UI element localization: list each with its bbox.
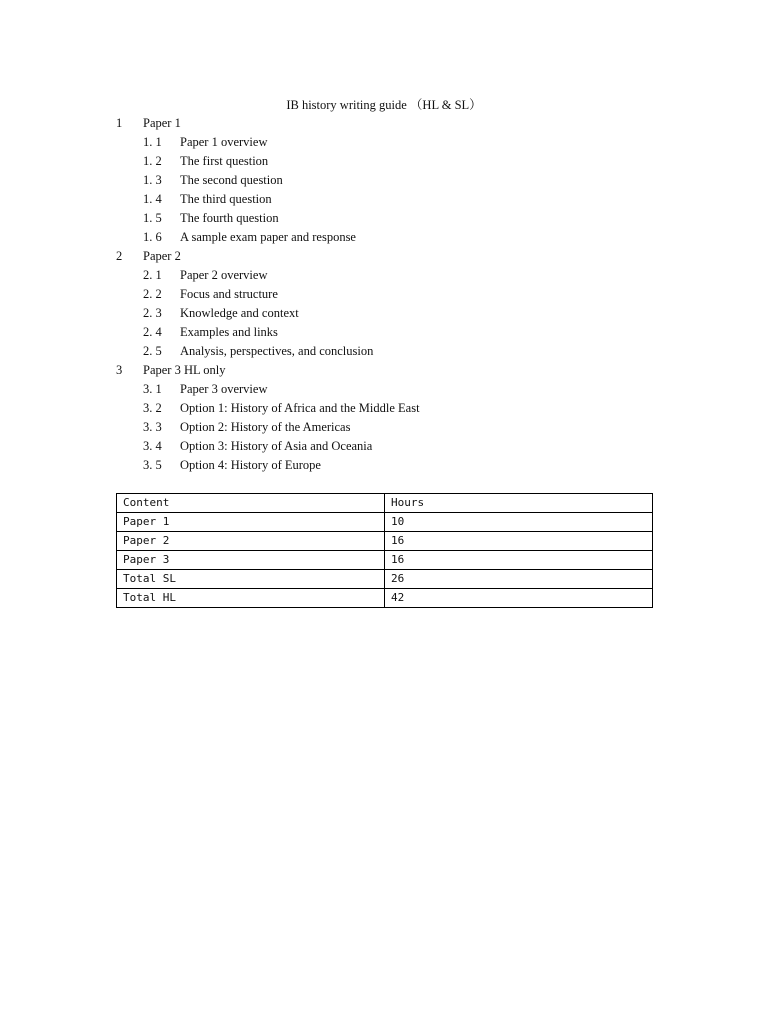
toc-item-number: 3. 4	[143, 439, 162, 453]
toc-item-label: Paper 1 overview	[180, 135, 268, 149]
toc-item-label: The second question	[180, 173, 283, 187]
toc-section-paper-3	[116, 361, 676, 380]
toc-item-number: 1. 4	[143, 192, 162, 206]
toc-item-number: 3. 3	[143, 420, 162, 434]
toc-item-number: 2. 2	[143, 287, 162, 301]
toc-item-number: 3. 5	[143, 458, 162, 472]
toc-item	[116, 133, 676, 152]
toc-item	[116, 152, 676, 171]
toc-section-number: 3	[116, 363, 123, 377]
toc-item-number: 2. 1	[143, 268, 162, 282]
table-header-hours: Hours	[385, 494, 653, 513]
table-cell-content: Paper 2	[117, 532, 385, 551]
toc-section-paper-1	[116, 114, 676, 133]
toc-section-label: Paper 2	[143, 249, 181, 263]
toc-item	[116, 228, 676, 247]
table-row	[117, 513, 653, 532]
toc-section-paper-2	[116, 247, 676, 266]
toc-item-label: The third question	[180, 192, 272, 206]
toc-item	[116, 418, 676, 437]
table-cell-content: Paper 1	[117, 513, 385, 532]
toc-item-label: The fourth question	[180, 211, 279, 225]
table-row	[117, 589, 653, 608]
toc-item	[116, 171, 676, 190]
table-header-content: Content	[117, 494, 385, 513]
toc-item	[116, 399, 676, 418]
toc-item-label: Option 1: History of Africa and the Middle East	[180, 401, 420, 415]
toc-item-label: A sample exam paper and response	[180, 230, 356, 244]
toc-item-label: Paper 2 overview	[180, 268, 268, 282]
toc-item	[116, 380, 676, 399]
toc-item-number: 1. 2	[143, 154, 162, 168]
table-cell-hours: 16	[385, 551, 653, 570]
table-row	[117, 532, 653, 551]
document-title: IB history writing guide （HL & SL）	[286, 98, 482, 112]
toc-item-number: 2. 5	[143, 344, 162, 358]
toc-item-label: Examples and links	[180, 325, 278, 339]
toc-item-number: 3. 2	[143, 401, 162, 415]
table-cell-content: Paper 3	[117, 551, 385, 570]
table-cell-hours: 10	[385, 513, 653, 532]
table-of-contents	[116, 114, 676, 475]
toc-item	[116, 209, 676, 228]
toc-item-number: 1. 3	[143, 173, 162, 187]
toc-item-label: Option 4: History of Europe	[180, 458, 321, 472]
toc-item	[116, 266, 676, 285]
toc-item-label: The first question	[180, 154, 269, 168]
toc-item	[116, 304, 676, 323]
toc-item-label: Focus and structure	[180, 287, 278, 301]
toc-item-number: 1. 5	[143, 211, 162, 225]
table-cell-hours: 26	[385, 570, 653, 589]
toc-item-number: 1. 1	[143, 135, 162, 149]
table-cell-content: Total SL	[117, 570, 385, 589]
toc-item	[116, 456, 676, 475]
toc-item	[116, 285, 676, 304]
toc-item-number: 1. 6	[143, 230, 162, 244]
hours-table	[116, 493, 653, 608]
toc-section-number: 1	[116, 116, 123, 130]
table-row	[117, 551, 653, 570]
toc-item-label: Option 3: History of Asia and Oceania	[180, 439, 373, 453]
toc-item-label: Option 2: History of the Americas	[180, 420, 351, 434]
toc-item-label: Knowledge and context	[180, 306, 299, 320]
toc-section-label: Paper 3 HL only	[143, 363, 226, 377]
toc-item	[116, 342, 676, 361]
toc-item-label: Paper 3 overview	[180, 382, 268, 396]
toc-section-label: Paper 1	[143, 116, 181, 130]
table-row	[117, 570, 653, 589]
table-cell-hours: 16	[385, 532, 653, 551]
toc-item	[116, 323, 676, 342]
toc-item-number: 2. 3	[143, 306, 162, 320]
toc-item-label: Analysis, perspectives, and conclusion	[180, 344, 374, 358]
toc-item	[116, 437, 676, 456]
toc-item	[116, 190, 676, 209]
table-header-row	[117, 494, 653, 513]
table-cell-content: Total HL	[117, 589, 385, 608]
table-cell-hours: 42	[385, 589, 653, 608]
toc-item-number: 2. 4	[143, 325, 162, 339]
toc-section-number: 2	[116, 249, 123, 263]
toc-item-number: 3. 1	[143, 382, 162, 396]
